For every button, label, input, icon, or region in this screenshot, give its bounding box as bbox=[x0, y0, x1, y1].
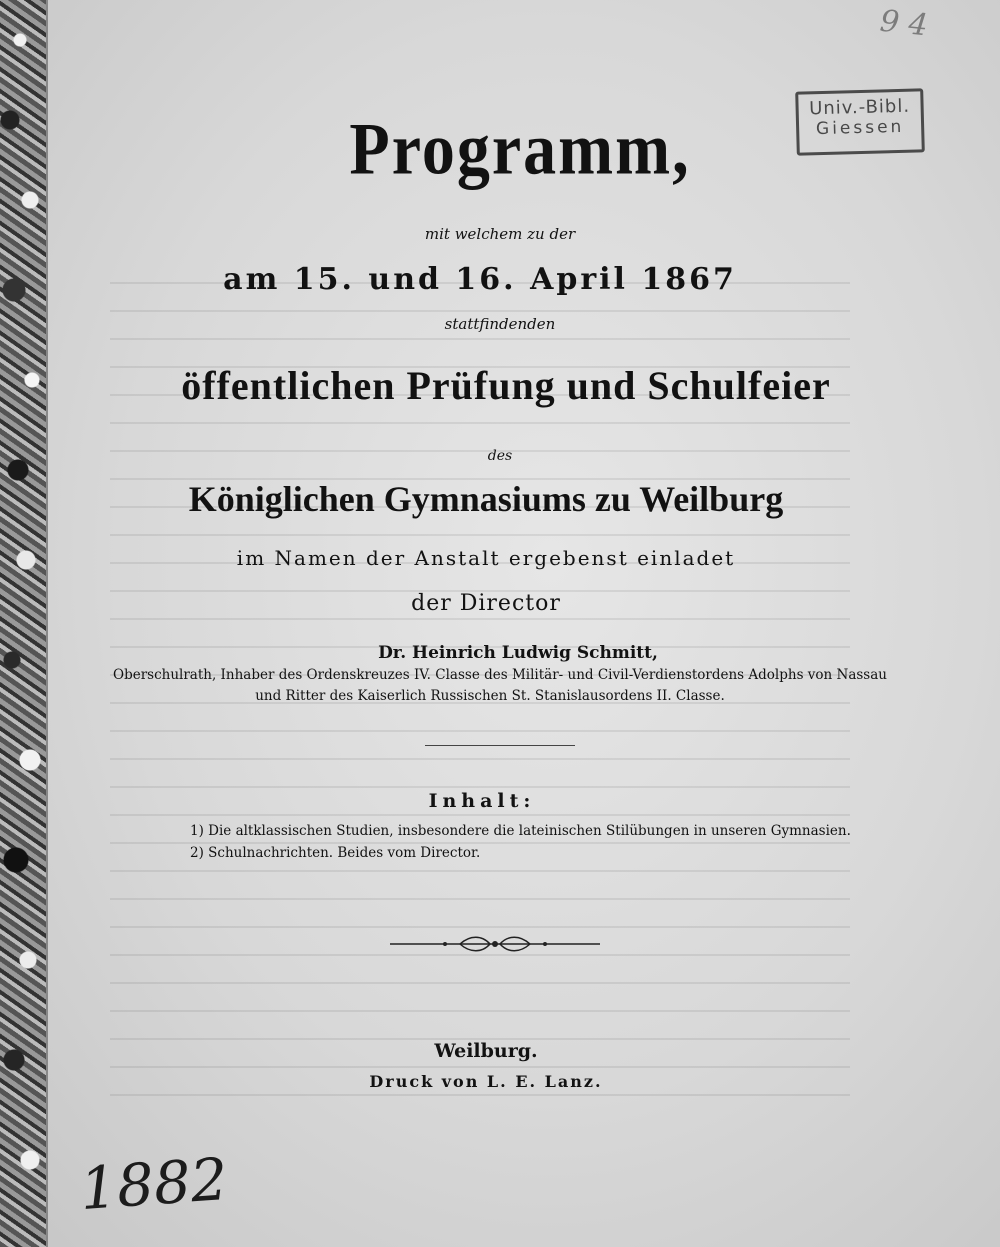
contents-item: 2) Schulnachrichten. Beides vom Director. bbox=[190, 845, 481, 861]
invitation-line: im Namen der Anstalt ergebenst einladet bbox=[236, 546, 736, 570]
document-title: Programm, bbox=[349, 108, 691, 191]
place-of-publication: Weilburg. bbox=[434, 1040, 538, 1062]
event-date: am 15. und 16. April 1867 bbox=[223, 262, 737, 297]
ornamental-divider bbox=[390, 933, 600, 955]
intro-line-1: mit welchem zu der bbox=[424, 225, 576, 243]
stamp-line-2: Giessen bbox=[815, 116, 905, 140]
school-name: Königlichen Gymnasiums zu Weilburg bbox=[188, 479, 784, 519]
article-des: des bbox=[487, 448, 513, 464]
divider-rule bbox=[425, 745, 575, 746]
director-credentials-1: Oberschulrath, Inhaber des Ordenskreuzes IV. Classe des Militär- und Civil-Verdienstordens Adolphs von Nassau bbox=[113, 667, 887, 683]
contents-heading: Inhalt: bbox=[428, 790, 536, 812]
contents-item: 1) Die altklassischen Studien, insbesondere die lateinischen Stilübungen in unseren Gymnasien. bbox=[190, 823, 851, 839]
director-label: der Director bbox=[411, 591, 561, 616]
handwritten-number: 1882 bbox=[77, 1144, 230, 1224]
intro-line-2: stattfindenden bbox=[444, 315, 556, 333]
director-credentials-2: und Ritter des Kaiserlich Russischen St. Stanislausordens II. Classe. bbox=[255, 688, 725, 704]
shelfmark-pencil: 9 4 bbox=[878, 3, 930, 44]
stamp-line-1: Univ.-Bibl. bbox=[808, 95, 911, 120]
printer-line: Druck von L. E. Lanz. bbox=[369, 1072, 603, 1091]
event-name: öffentlichen Prüfung und Schulfeier bbox=[181, 363, 831, 408]
director-name: Dr. Heinrich Ludwig Schmitt, bbox=[378, 643, 658, 663]
